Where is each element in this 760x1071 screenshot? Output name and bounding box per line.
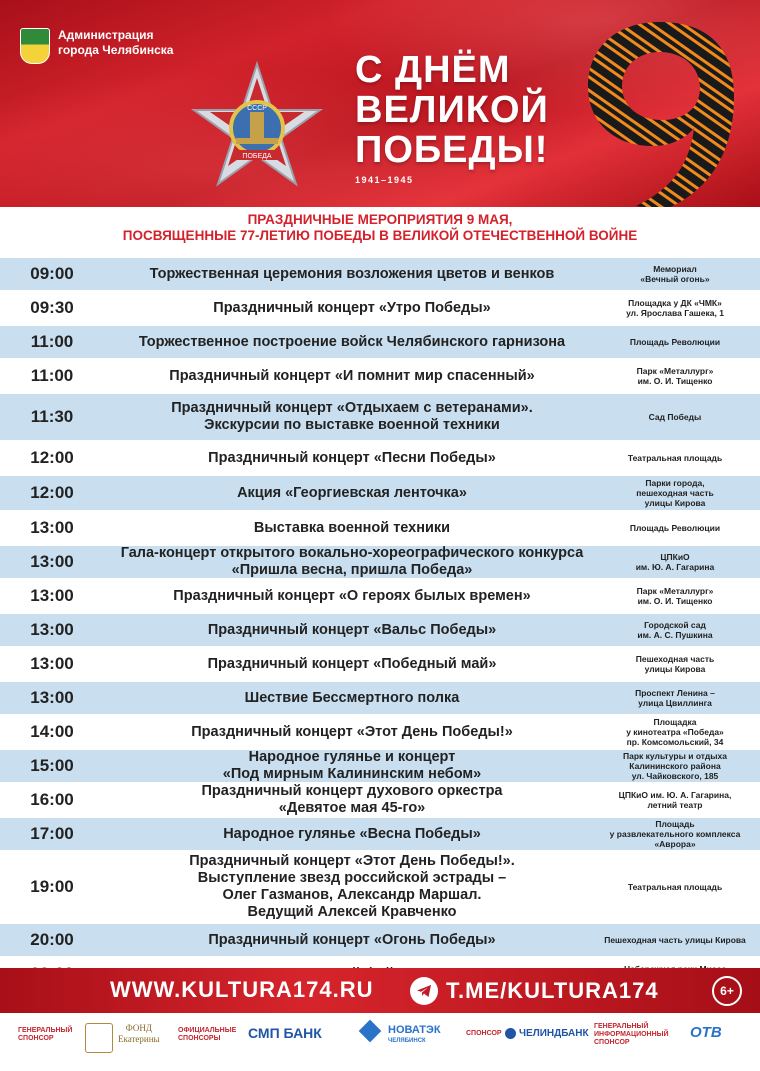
event-place: Театральная площадь bbox=[627, 882, 723, 892]
event-place: Проспект Ленина – улица Цвиллинга bbox=[635, 688, 715, 708]
event-place: Парки города, пешеходная часть улицы Кирова bbox=[636, 478, 714, 508]
event-place: Сад Победы bbox=[648, 412, 702, 422]
event-time: 11:30 bbox=[30, 407, 74, 426]
event-place: Площадь Революции bbox=[629, 523, 721, 533]
event-title: Народное гулянье и концерт «Под мирным Калининским небом» bbox=[222, 749, 482, 782]
events-heading-line2: ПОСВЯЩЕННЫЕ 77-ЛЕТИЮ ПОБЕДЫ В ВЕЛИКОЙ ОТЕЧЕСТВЕННОЙ ВОЙНЕ bbox=[122, 228, 638, 243]
title-line2: ВЕЛИКОЙ bbox=[355, 89, 549, 131]
event-row bbox=[0, 292, 760, 326]
event-time: 14:00 bbox=[30, 722, 74, 741]
novatek-emblem-icon bbox=[359, 1020, 382, 1043]
events-heading bbox=[0, 212, 760, 244]
event-title: Праздничный концерт духового оркестра «Девятое мая 45-го» bbox=[201, 783, 503, 816]
event-title: Акция «Георгиевская ленточка» bbox=[237, 484, 467, 501]
event-row bbox=[0, 924, 760, 958]
event-time: 11:00 bbox=[30, 332, 74, 351]
chelindbank-icon bbox=[505, 1028, 516, 1039]
footer-banner bbox=[0, 968, 760, 1013]
event-time: 13:00 bbox=[30, 688, 74, 707]
event-row bbox=[0, 476, 760, 512]
fond-line1: ФОНД bbox=[125, 1023, 152, 1033]
event-place: ЦПКиО им. Ю. А. Гагарина, летний театр bbox=[618, 790, 732, 810]
event-row bbox=[0, 546, 760, 580]
event-row bbox=[0, 326, 760, 360]
admin-line2: города Челябинска bbox=[58, 43, 174, 57]
otv-logo: ОТВ bbox=[690, 1024, 722, 1041]
st-george-ribbon-nine-icon bbox=[578, 10, 743, 207]
event-row bbox=[0, 512, 760, 546]
event-place: Площадка у кинотеатра «Победа» пр. Комсомольский, 34 bbox=[626, 717, 724, 747]
novatek-logo: НОВАТЭК bbox=[388, 1024, 441, 1036]
telegram-link-text: T.ME/KULTURA174 bbox=[446, 978, 659, 1003]
event-time: 13:00 bbox=[30, 552, 74, 571]
event-time: 09:00 bbox=[30, 264, 74, 283]
event-row bbox=[0, 442, 760, 476]
event-title: Праздничный концерт «Победный май» bbox=[207, 655, 497, 672]
event-time: 16:00 bbox=[30, 790, 74, 809]
administration-logo bbox=[20, 28, 173, 64]
event-row bbox=[0, 394, 760, 442]
event-row bbox=[0, 648, 760, 682]
info-sponsor-label: ГЕНЕРАЛЬНЫЙ ИНФОРМАЦИОННЫЙ СПОНСОР bbox=[594, 1023, 669, 1046]
event-time: 12:00 bbox=[30, 448, 74, 467]
event-title: Гала-концерт открытого вокально-хореографического конкурса «Пришла весна, пришла Победа» bbox=[120, 545, 584, 578]
event-title: Праздничный концерт «Вальс Победы» bbox=[207, 621, 497, 638]
sponsors-bar bbox=[0, 1013, 760, 1071]
event-title: Праздничный концерт «Этот День Победы!». Выступление звезд российской эстрады – Олег Газманов, Александр Маршал. Ведущий Алексей Кравченко bbox=[189, 853, 515, 920]
event-time: 09:30 bbox=[30, 298, 74, 317]
telegram-icon bbox=[410, 977, 438, 1005]
years-label: 1941–1945 bbox=[355, 175, 414, 185]
event-title: Торжественная церемония возложения цветов и венков bbox=[149, 265, 555, 282]
event-row bbox=[0, 682, 760, 716]
event-title: Праздничный концерт «Отдыхаем с ветеранами». Экскурсии по выставке военной техники bbox=[171, 400, 533, 433]
event-time: 20:00 bbox=[30, 930, 74, 949]
event-time: 11:00 bbox=[30, 366, 74, 385]
event-place: Пешеходная часть улицы Кирова bbox=[635, 654, 715, 674]
event-title: Праздничный концерт «О героях былых времен» bbox=[173, 587, 531, 604]
event-row bbox=[0, 716, 760, 750]
event-row bbox=[0, 852, 760, 924]
fond-line2: Екатерины bbox=[118, 1034, 160, 1044]
event-row bbox=[0, 580, 760, 614]
events-heading-line1: ПРАЗДНИЧНЫЕ МЕРОПРИЯТИЯ 9 МАЯ, bbox=[247, 212, 513, 227]
event-place: Площадь у развлекательного комплекса «Аврора» bbox=[609, 819, 741, 849]
event-time: 19:00 bbox=[30, 877, 74, 896]
fond-emblem-icon bbox=[85, 1023, 113, 1053]
order-bottom-text: ПОБЕДА bbox=[242, 153, 272, 160]
novatek-sub: ЧЕЛЯБИНСК bbox=[388, 1038, 426, 1044]
smp-bank-logo: СМП БАНК bbox=[248, 1025, 322, 1041]
event-title: Праздничный концерт «И помнит мир спасенный» bbox=[169, 367, 535, 384]
event-place: Городской сад им. А. С. Пушкина bbox=[637, 620, 713, 640]
event-place: Парк культуры и отдыха Калининского района ул. Чайковского, 185 bbox=[623, 751, 727, 781]
event-time: 13:00 bbox=[30, 586, 74, 605]
title-line3: ПОБЕДЫ! bbox=[355, 129, 549, 171]
event-title: Праздничный концерт «Огонь Победы» bbox=[208, 931, 496, 948]
event-title: Праздничный концерт «Песни Победы» bbox=[208, 449, 496, 466]
event-place: Парк «Металлург» им. О. И. Тищенко bbox=[636, 586, 714, 606]
event-place: Мемориал «Вечный огонь» bbox=[640, 264, 710, 284]
event-place: Площадка у ДК «ЧМК» ул. Ярослава Гашека, 1 bbox=[626, 298, 724, 318]
events-schedule bbox=[0, 258, 760, 992]
general-sponsor-label: ГЕНЕРАЛЬНЫЙ СПОНСОР bbox=[18, 1027, 73, 1042]
event-time: 13:00 bbox=[30, 654, 74, 673]
order-top-text: СССР bbox=[247, 105, 267, 112]
order-of-victory-icon bbox=[186, 60, 328, 202]
event-place: Театральная площадь bbox=[627, 453, 723, 463]
event-place: Площадь Революции bbox=[629, 337, 721, 347]
telegram-link[interactable] bbox=[410, 977, 659, 1005]
event-time: 15:00 bbox=[30, 756, 74, 775]
event-title: Торжественное построение войск Челябинского гарнизона bbox=[138, 333, 566, 350]
website-link[interactable]: WWW.KULTURA174.RU bbox=[110, 977, 374, 1002]
event-place: Парк «Металлург» им. О. И. Тищенко bbox=[636, 366, 714, 386]
title-line1: С ДНЁМ bbox=[355, 49, 511, 91]
event-row bbox=[0, 750, 760, 784]
event-title: Шествие Бессмертного полка bbox=[244, 689, 460, 706]
event-place: ЦПКиО им. Ю. А. Гагарина bbox=[635, 552, 715, 572]
event-time: 13:00 bbox=[30, 518, 74, 537]
event-title: Народное гулянье «Весна Победы» bbox=[223, 825, 481, 842]
chelyabinsk-crest-icon bbox=[20, 28, 50, 64]
official-sponsors-label: ОФИЦИАЛЬНЫЕ СПОНСОРЫ bbox=[178, 1027, 237, 1042]
event-row bbox=[0, 614, 760, 648]
age-rating-badge: 6+ bbox=[712, 976, 742, 1006]
event-row bbox=[0, 818, 760, 852]
event-title: Выставка военной техники bbox=[253, 519, 451, 536]
event-time: 12:00 bbox=[30, 483, 74, 502]
page-title bbox=[355, 50, 549, 170]
fond-logo bbox=[118, 1023, 160, 1045]
event-time: 13:00 bbox=[30, 620, 74, 639]
sponsor-label: СПОНСОР bbox=[466, 1030, 502, 1037]
event-row bbox=[0, 258, 760, 292]
event-place: Пешеходная часть улицы Кирова bbox=[604, 935, 746, 945]
event-row bbox=[0, 360, 760, 394]
event-title: Праздничный концерт «Этот День Победы!» bbox=[191, 723, 513, 740]
event-title: Праздничный концерт «Утро Победы» bbox=[213, 299, 491, 316]
chelindbank-logo: ЧЕЛИНДБАНК bbox=[519, 1028, 589, 1039]
event-row bbox=[0, 784, 760, 818]
admin-line1: Администрация bbox=[58, 28, 154, 42]
header-banner bbox=[0, 0, 760, 207]
event-time: 17:00 bbox=[30, 824, 74, 843]
